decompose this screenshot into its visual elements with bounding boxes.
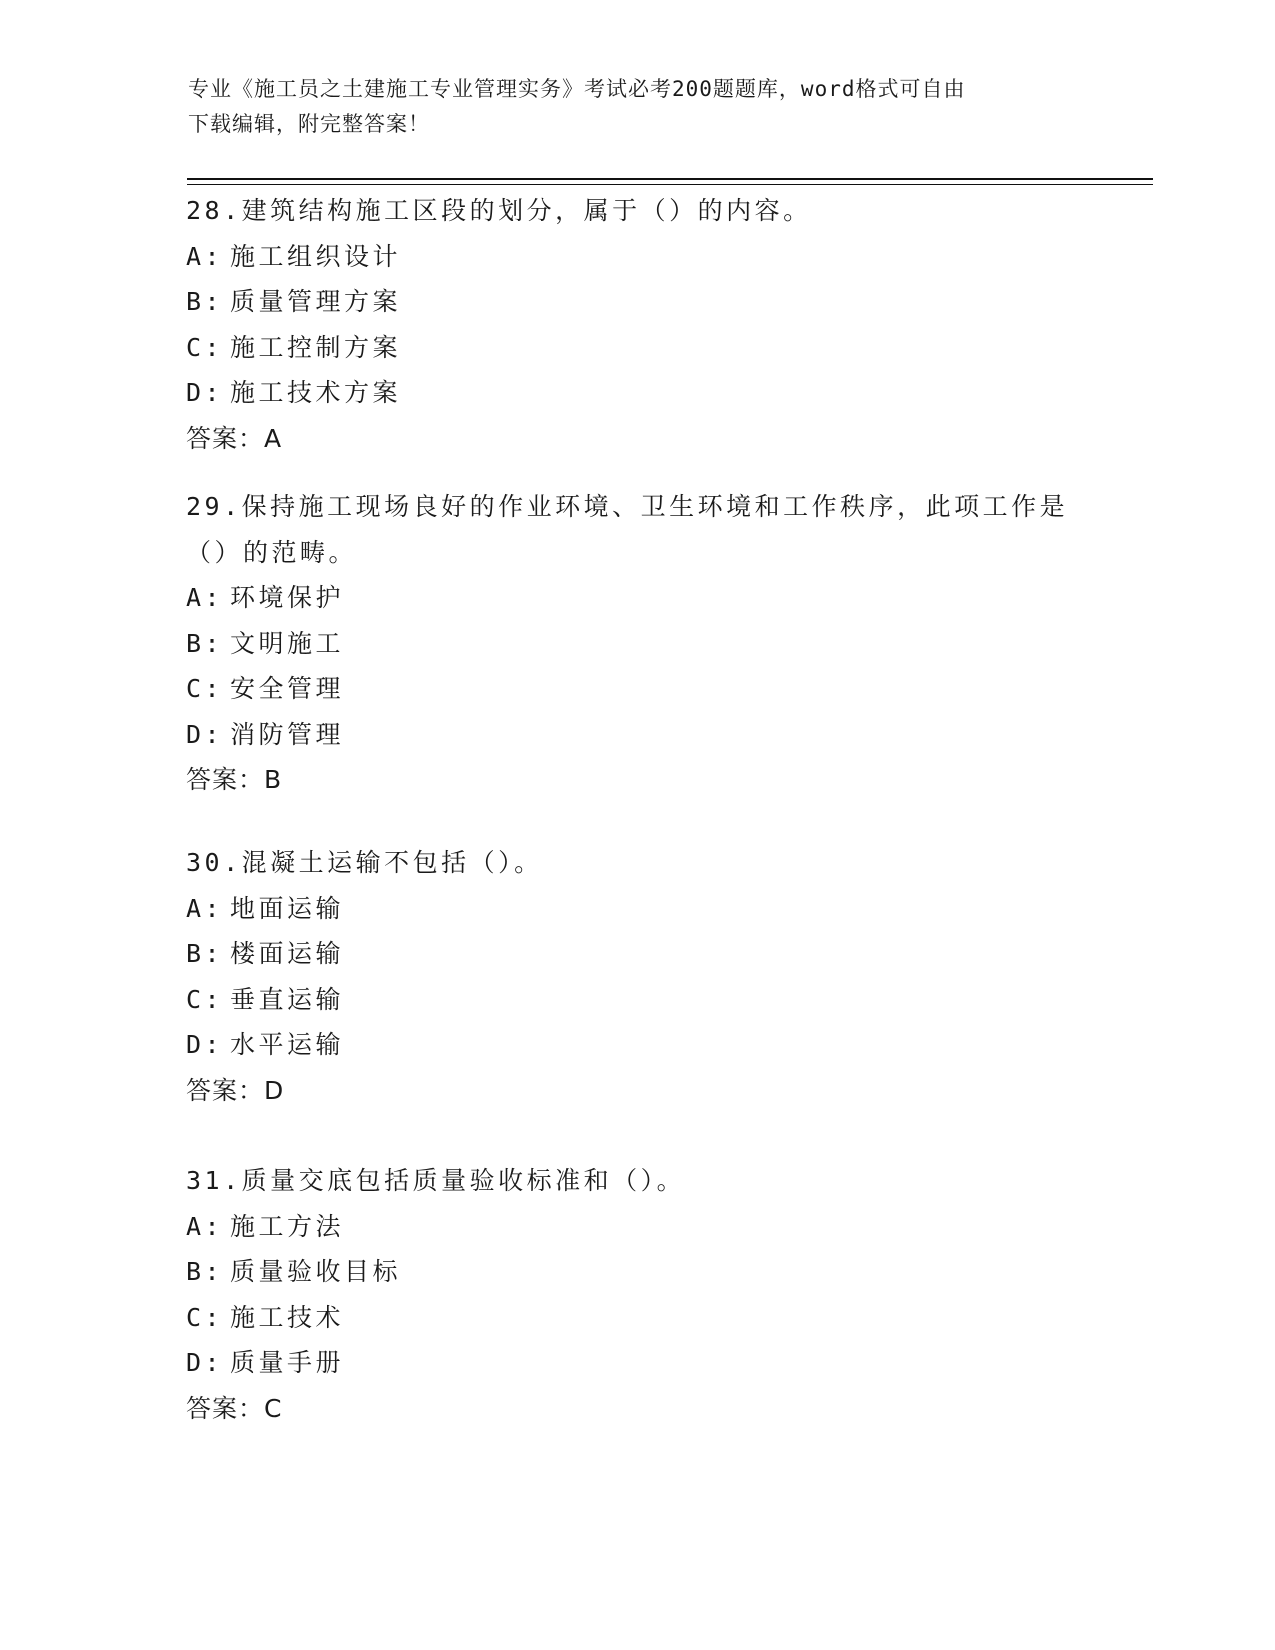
option-key: B:	[186, 628, 224, 658]
question-text	[186, 484, 1106, 530]
answer-label: 答案：	[186, 1393, 265, 1423]
question-number: 30.	[186, 848, 242, 877]
question-28	[186, 188, 1106, 461]
answer-label: 答案：	[186, 1075, 265, 1105]
header-line-2: 下载编辑，附完整答案！	[188, 112, 430, 136]
question-31	[186, 1158, 1106, 1431]
option-c	[186, 325, 1106, 371]
answer-line	[186, 757, 1106, 803]
answer-label: 答案：	[186, 765, 265, 794]
option-key: A:	[186, 893, 224, 923]
answer-value: D	[264, 1075, 285, 1105]
option-text: 安全管理	[230, 674, 345, 703]
option-text: 施工控制方案	[230, 332, 402, 362]
option-a	[186, 575, 1106, 621]
option-a	[186, 234, 1106, 280]
option-key: D:	[186, 719, 224, 749]
question-stem: 质量交底包括质量验收标准和（）。	[241, 1166, 686, 1195]
option-key: B:	[186, 1257, 224, 1286]
option-text: 施工技术	[230, 1302, 345, 1332]
option-key: A:	[186, 583, 224, 612]
option-text: 环境保护	[230, 583, 345, 612]
option-b	[186, 931, 1106, 977]
option-d	[186, 370, 1106, 416]
option-key: D:	[186, 1030, 224, 1059]
document-header	[188, 72, 1088, 142]
option-key: B:	[186, 939, 224, 968]
answer-value: A	[264, 423, 283, 453]
option-text: 垂直运输	[230, 984, 345, 1014]
option-key: C:	[186, 332, 224, 362]
option-text: 消防管理	[230, 719, 345, 749]
option-key: A:	[186, 241, 224, 271]
option-d	[186, 712, 1106, 758]
option-text: 施工技术方案	[230, 378, 402, 407]
option-a	[186, 886, 1106, 932]
answer-value: B	[264, 765, 283, 794]
option-text: 质量管理方案	[230, 287, 402, 316]
option-d	[186, 1022, 1106, 1068]
question-text	[186, 188, 1106, 234]
question-30	[186, 840, 1106, 1113]
option-text: 质量验收目标	[230, 1257, 402, 1286]
option-c	[186, 1295, 1106, 1341]
question-text	[186, 1158, 1106, 1204]
question-number: 29.	[186, 492, 242, 521]
question-stem-line-2: （）的范畴。	[186, 537, 358, 567]
option-key: A:	[186, 1211, 224, 1241]
option-key: D:	[186, 1348, 224, 1377]
option-key: D:	[186, 378, 224, 407]
answer-label: 答案：	[186, 423, 265, 453]
option-text: 楼面运输	[230, 939, 345, 968]
question-number: 31.	[186, 1166, 242, 1195]
answer-value: C	[264, 1393, 283, 1423]
question-29	[186, 484, 1106, 803]
option-key: C:	[186, 1302, 224, 1332]
option-d	[186, 1340, 1106, 1386]
option-b	[186, 279, 1106, 325]
option-key: C:	[186, 674, 224, 703]
question-stem: 混凝土运输不包括（）。	[241, 848, 543, 877]
option-c	[186, 977, 1106, 1023]
option-a	[186, 1204, 1106, 1250]
option-text: 质量手册	[230, 1348, 345, 1377]
option-text: 施工组织设计	[230, 241, 402, 271]
option-text: 施工方法	[230, 1211, 345, 1241]
header-line-1: 专业《施工员之土建施工专业管理实务》考试必考200题题库，word格式可自由	[188, 77, 966, 101]
answer-line	[186, 1386, 1106, 1432]
question-stem: 保持施工现场良好的作业环境、卫生环境和工作秩序，此项工作是	[241, 492, 1069, 521]
header-divider-thin	[187, 184, 1153, 185]
option-b	[186, 621, 1106, 667]
answer-line	[186, 416, 1106, 462]
option-c	[186, 666, 1106, 712]
option-text: 水平运输	[230, 1030, 345, 1059]
option-text: 文明施工	[230, 628, 345, 658]
answer-line	[186, 1068, 1106, 1114]
question-stem: 建筑结构施工区段的划分，属于（）的内容。	[241, 196, 812, 225]
option-key: B:	[186, 287, 224, 316]
question-text	[186, 840, 1106, 886]
question-number: 28.	[186, 196, 242, 225]
option-key: C:	[186, 984, 224, 1014]
option-b	[186, 1249, 1106, 1295]
header-divider-thick	[187, 178, 1153, 180]
question-text-continued	[186, 530, 1106, 576]
option-text: 地面运输	[230, 893, 345, 923]
